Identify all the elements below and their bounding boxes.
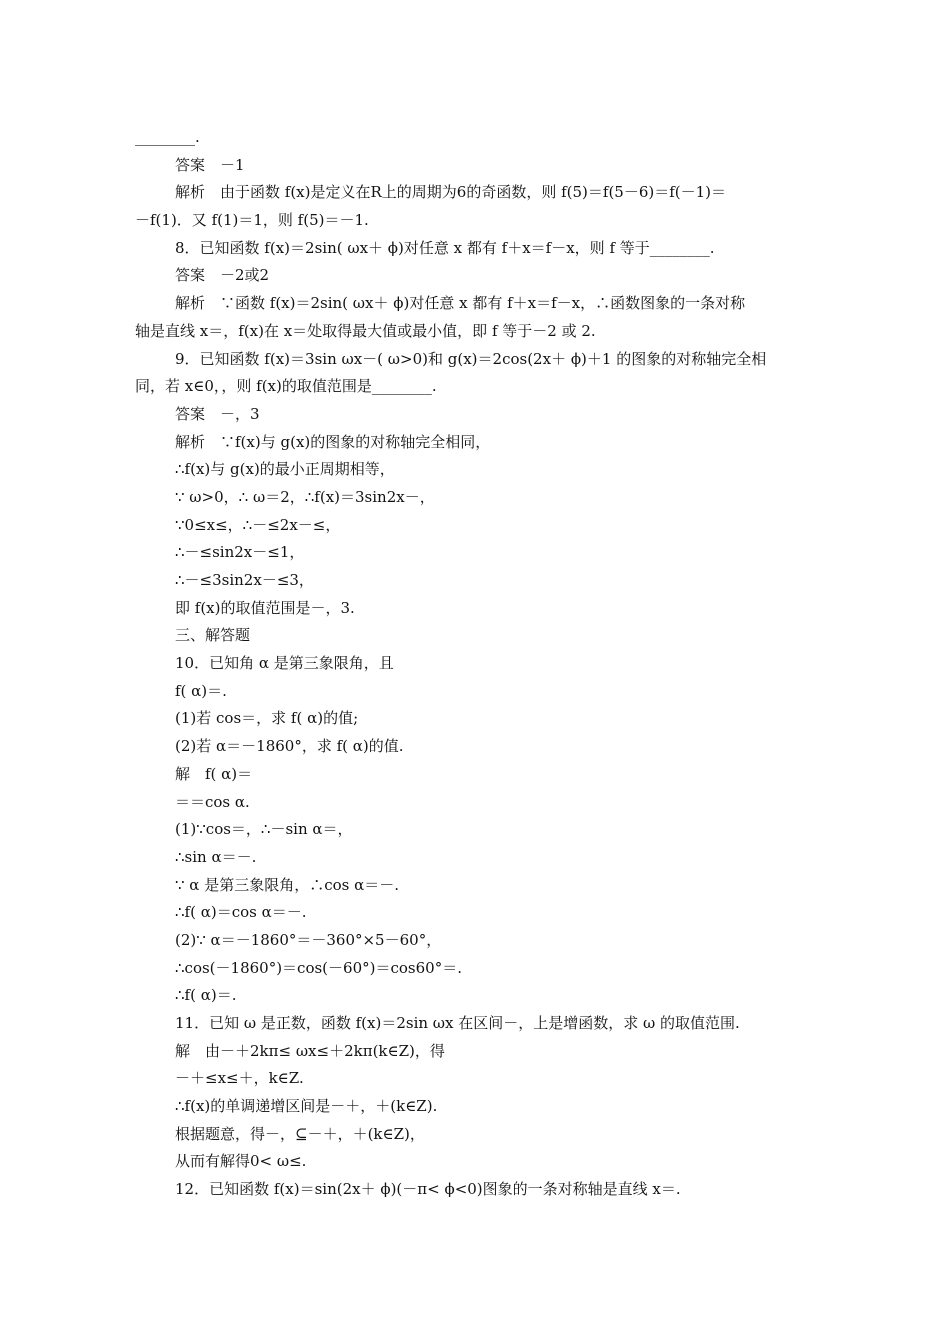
answer-line: 答案 －2或2 (175, 266, 270, 285)
question-12: 12．已知函数 f(x)＝sin(2x＋ ϕ)(－π< ϕ<0)图象的一条对称轴是直线 x＝. (175, 1180, 681, 1199)
text-line: ∴f( α)＝cos α＝－. (175, 903, 307, 922)
answer-line: 答案 －1 (175, 155, 245, 174)
text-line: (2)若 α＝－1860°，求 f( α)的值. (175, 737, 404, 756)
question-11: 11．已知 ω 是正数，函数 f(x)＝2sin ωx 在区间－，上是增函数，求 ω 的取值范围. (175, 1014, 740, 1032)
text-line: (2)∵ α＝－1860°＝－360°×5－60°， (175, 930, 442, 949)
text-line: ∵0≤x≤，∴－≤2x－≤， (175, 515, 341, 534)
text-line: ∴sin α＝－. (175, 847, 257, 866)
analysis-line: 解析 ∵f(x)与 g(x)的图象的对称轴完全相同， (175, 432, 491, 451)
text-line: ∵ ω>0，∴ ω＝2，∴f(x)＝3sin2x－， (175, 487, 435, 506)
answer-line: 答案 －，3 (175, 404, 260, 423)
text-line: f( α)＝. (175, 681, 227, 700)
question-8: 8．已知函数 f(x)＝2sin( ωx＋ ϕ)对任意 x 都有 f＋x＝f－x，则 f 等于________. (175, 238, 715, 257)
text-line: ∵ α 是第三象限角，∴cos α＝－. (175, 875, 400, 894)
text-line: ∴cos(－1860°)＝cos(－60°)＝cos60°＝. (175, 958, 462, 977)
question-10: 10．已知角 α 是第三象限角，且 (175, 654, 394, 673)
section-heading: 三、解答题 (175, 626, 251, 645)
analysis-line: 解析 由于函数 f(x)是定义在R上的周期为6的奇函数，则 f(5)＝f(5－6)＝f(－1)＝ (175, 183, 727, 202)
text-line: 同，若 x∈0，，则 f(x)的取值范围是________. (135, 377, 437, 396)
text-line: ∴－≤3sin2x－≤3， (175, 571, 314, 589)
text-line: (1)若 cos＝，求 f( α)的值; (175, 709, 359, 728)
document-page (135, 124, 815, 1204)
text-line: ∴－≤sin2x－≤1， (175, 543, 305, 562)
text-line: 从而有解得0< ω≤. (175, 1152, 307, 1171)
question-9: 9．已知函数 f(x)＝3sin ωx－( ω>0)和 g(x)＝2cos(2x＋ ϕ)＋1 的图象的对称轴完全相 (175, 349, 767, 368)
solution-line: 解 f( α)＝ (175, 764, 253, 783)
text-line: ∴f( α)＝. (175, 986, 237, 1005)
text-line: ∴f(x)的单调递增区间是－＋，＋(k∈Z). (175, 1097, 438, 1116)
text-line: (1)∵cos＝，∴－sin α＝， (175, 820, 353, 839)
text-line: ________. (135, 128, 200, 146)
text-line: －＋≤x≤＋，k∈Z. (175, 1069, 304, 1088)
text-line: 根据题意，得－，⊆－＋，＋(k∈Z)， (175, 1124, 425, 1143)
analysis-line: 解析 ∵函数 f(x)＝2sin( ωx＋ ϕ)对任意 x 都有 f＋x＝f－x，∴函数图象的一条对称 (175, 294, 746, 313)
text-line: －f(1)．又 f(1)＝1，则 f(5)＝－1. (135, 211, 369, 230)
text-line: ＝＝cos α. (175, 792, 250, 811)
text-line: ∴f(x)与 g(x)的最小正周期相等， (175, 460, 395, 479)
solution-line: 解 由－＋2kπ≤ ωx≤＋2kπ(k∈Z)，得 (175, 1041, 445, 1060)
text-line: 即 f(x)的取值范围是－，3. (175, 598, 355, 617)
text-line: 轴是直线 x＝，f(x)在 x＝处取得最大值或最小值，即 f 等于－2 或 2. (135, 321, 596, 340)
